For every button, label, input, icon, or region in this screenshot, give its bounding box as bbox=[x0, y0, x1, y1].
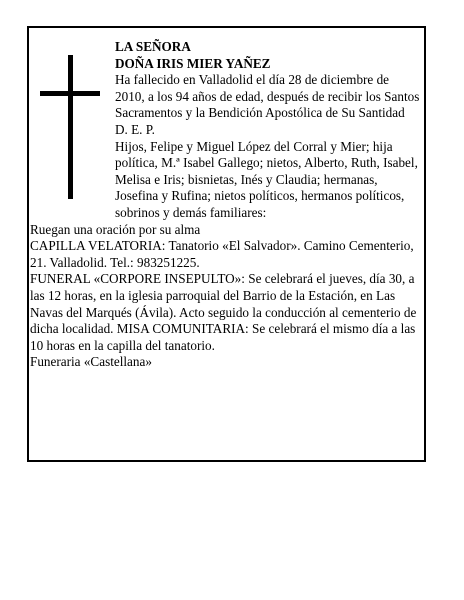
cross-horizontal-bar bbox=[40, 91, 100, 96]
cross-vertical-bar bbox=[68, 55, 73, 199]
prayer-request: Ruegan una oración por su alma bbox=[30, 221, 201, 237]
funeral-home: Funeraria «Castellana» bbox=[30, 354, 152, 370]
honorific: LA SEÑORA bbox=[115, 39, 191, 54]
death-announcement: Ha fallecido en Valladolid el día 28 de diciembre de 2010, a los 94 años de edad, después de recibir los Santos Sacramentos y la Bendición Apostólica de Su Santidad bbox=[115, 72, 420, 121]
obituary-notice bbox=[27, 26, 426, 462]
dep-text: D. E. P. bbox=[115, 121, 155, 137]
obituary-text bbox=[30, 39, 421, 371]
chapel-info: CAPILLA VELATORIA: Tanatorio «El Salvador». Camino Cementerio, 21. Valladolid. Tel.: 983251225. bbox=[30, 238, 414, 270]
family-list: Hijos, Felipe y Miguel López del Corral y Mier; hija política, M.ª Isabel Gallego; nietos, Alberto, Ruth, Isabel, Melisa e Iris; bisnietas, Inés y Claudia; hermanas, Josefina y Rufina; nietos políticos, hermanos políticos, sobrinos y demás familiares: bbox=[115, 138, 418, 220]
deceased-name: DOÑA IRIS MIER YAÑEZ bbox=[115, 55, 271, 71]
funeral-info: FUNERAL «CORPORE INSEPULTO»: Se celebrará el jueves, día 30, a las 12 horas, en la iglesia parroquial del Barrio de la Estación, en Las Navas del Marqués (Ávila). Acto seguido la conducción al cementerio de dicha localidad. MISA COMUNITARIA: Se celebrará el mismo día a las 10 horas en la capilla del tanatorio. bbox=[30, 271, 417, 353]
cross-icon bbox=[40, 55, 100, 199]
